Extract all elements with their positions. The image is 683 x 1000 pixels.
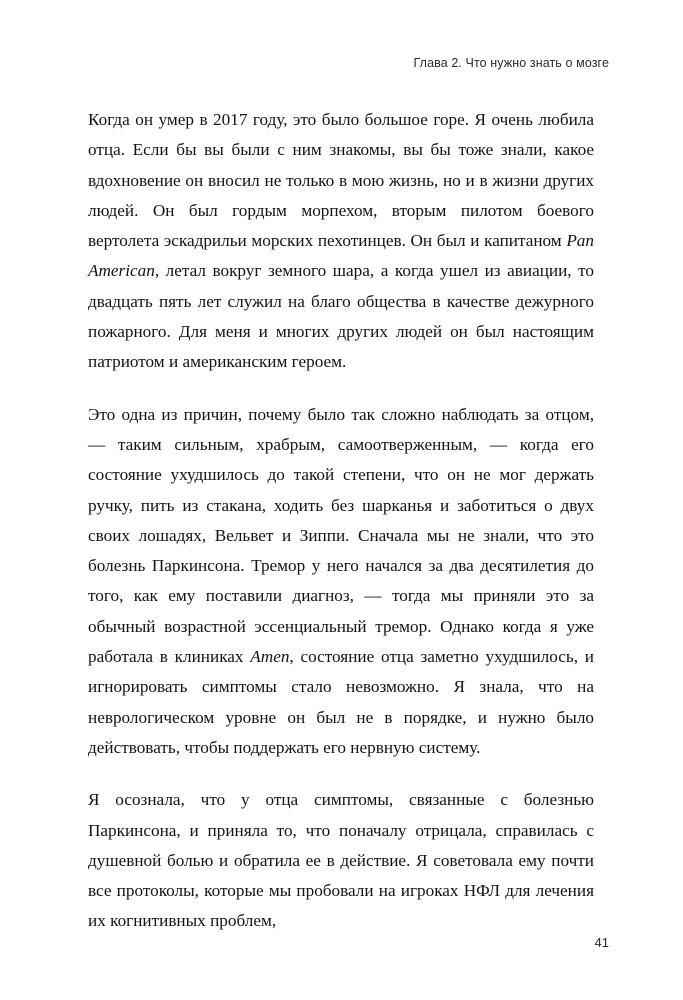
text-run: Я осознала, что у отца симптомы, связанные с болезнью Паркинсона, и приняла то, что поначалу отрицала, справилась с душевной болью и обратила ее в действие. Я советовала ему почти все протоколы, которые мы пробовали на игроках НФЛ для лечения их когнитивных проблем, [88, 790, 594, 931]
running-head: Глава 2. Что нужно знать о мозге [413, 56, 609, 70]
text-run: Это одна из причин, почему было так сложно наблюдать за отцом, — таким сильным, храбрым, самоотверженным, — когда его состояние ухудшилось до такой степени, что он не мог держать ручку, пить из стакана, ходить без шарканья и заботиться о двух своих лошадях, Вельвет и Зиппи. Сначала мы не знали, что это болезнь Паркинсона. Тремор у него начался за два десятилетия до того, как ему поставили диагноз, — тогда мы приняли это за обычный возрастной эссенциальный тремор. Однако когда я уже работала в клиниках [88, 404, 594, 667]
text-run: Когда он умер в 2017 году, это было большое горе. Я очень любила отца. Если бы вы были с ним знакомы, вы бы тоже знали, какое вдохновение он вносил не только в мою жизнь, но и в жизни других людей. Он был гордым морпехом, вторым пилотом боевого вертолета эскадрильи морских пехотинцев. Он был и капитаном [88, 110, 594, 251]
body-text-column [88, 105, 594, 937]
italic-phrase: Pan American [88, 231, 594, 281]
page-number: 41 [594, 935, 609, 950]
paragraph [88, 105, 594, 378]
italic-phrase: Amen [250, 647, 290, 667]
paragraph [88, 400, 594, 764]
text-run: , состояние отца заметно ухудшилось, и игнорировать симптомы стало невозможно. Я знала, что на неврологическом уровне он был не в порядке, и нужно было действовать, чтобы поддержать его нервную систему. [88, 647, 594, 757]
paragraph [88, 785, 594, 936]
text-run: , летал вокруг земного шара, а когда ушел из авиации, то двадцать пять лет служил на благо общества в качестве дежурного пожарного. Для меня и многих других людей он был настоящим патриотом и американским героем. [88, 261, 594, 372]
